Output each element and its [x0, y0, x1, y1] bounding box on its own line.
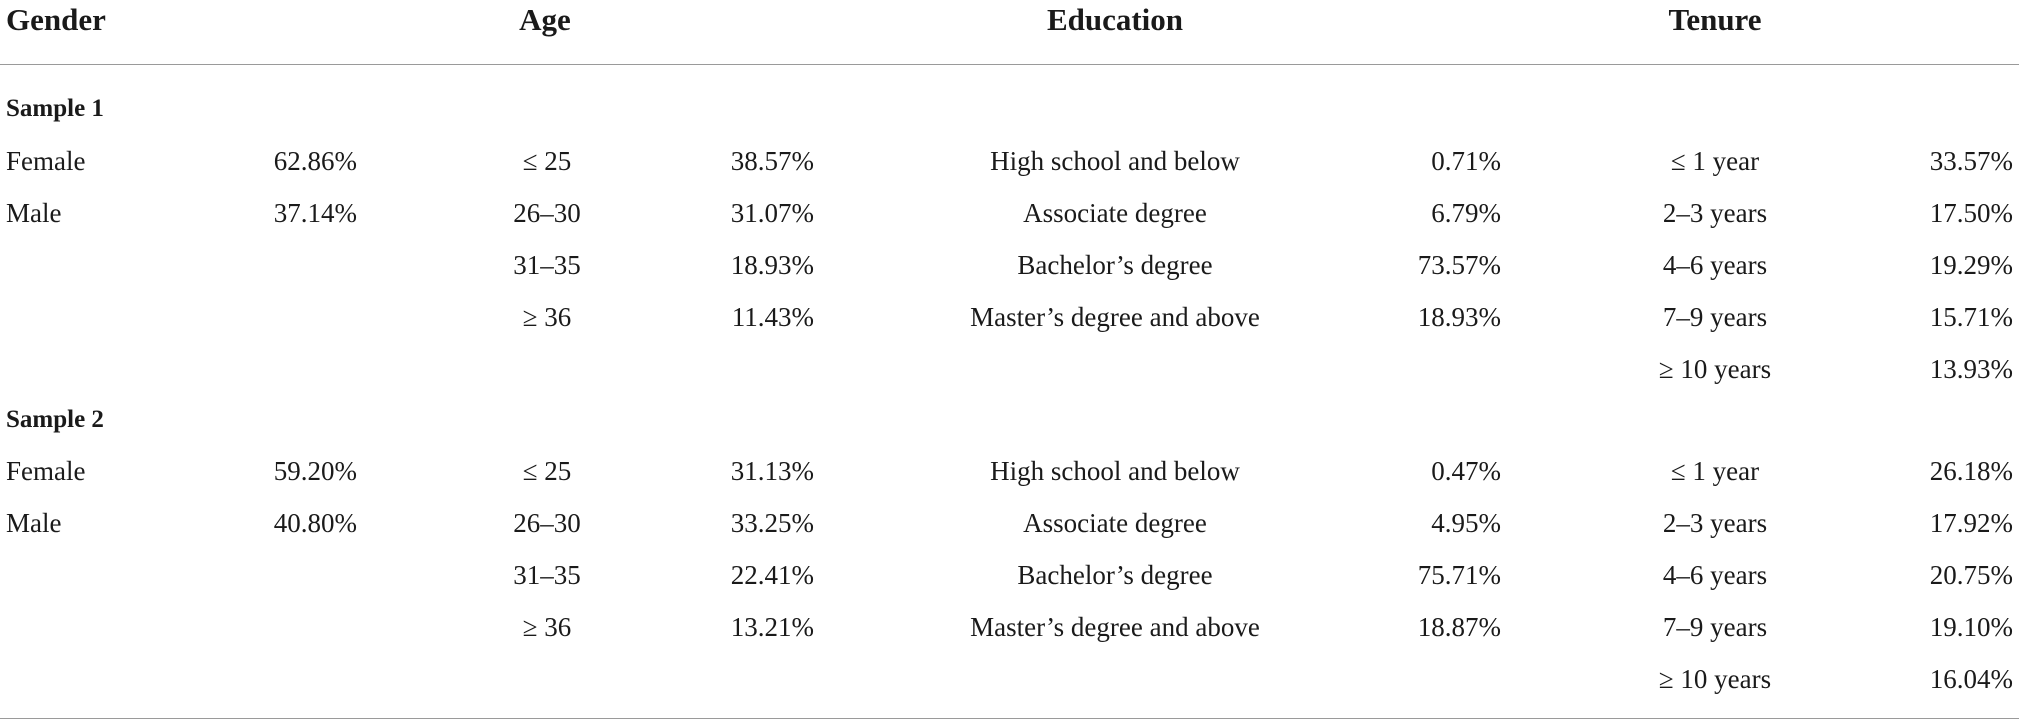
age-value: 18.93% [730, 250, 814, 280]
tenure-value: 19.29% [1929, 250, 2013, 280]
gender-value: 59.20% [273, 456, 357, 486]
table-row [0, 555, 2019, 595]
age-label: 31–35 [513, 250, 581, 280]
education-value: 18.87% [1417, 612, 1501, 642]
age-label: ≤ 25 [522, 146, 572, 176]
gender-value: 37.14% [273, 198, 357, 228]
tenure-label: 4–6 years [1662, 560, 1768, 590]
age-label: ≥ 36 [522, 302, 572, 332]
tenure-label: 2–3 years [1662, 508, 1768, 538]
education-label: Bachelor’s degree [1017, 250, 1213, 280]
tenure-value: 20.75% [1929, 560, 2013, 590]
education-value: 75.71% [1417, 560, 1501, 590]
gender-value: 40.80% [273, 508, 357, 538]
education-value: 18.93% [1417, 302, 1501, 332]
header-education: Education [1046, 2, 1184, 37]
education-label: Associate degree [1023, 198, 1207, 228]
tenure-value: 33.57% [1929, 146, 2013, 176]
education-label: Associate degree [1023, 508, 1207, 538]
age-label: 26–30 [513, 198, 581, 228]
education-value: 0.71% [1431, 146, 1501, 176]
table-row [0, 349, 2019, 389]
tenure-label: 7–9 years [1662, 612, 1768, 642]
age-value: 31.07% [730, 198, 814, 228]
education-label: High school and below [990, 456, 1240, 486]
age-value: 33.25% [730, 508, 814, 538]
header-age: Age [519, 2, 571, 37]
age-value: 13.21% [730, 612, 814, 642]
table-row [0, 141, 2019, 181]
age-value: 11.43% [731, 302, 814, 332]
header-row [0, 0, 2019, 40]
age-value: 38.57% [730, 146, 814, 176]
education-value: 4.95% [1431, 508, 1501, 538]
table-row [0, 245, 2019, 285]
age-label: 31–35 [513, 560, 581, 590]
section-title-sample-2 [0, 400, 2019, 440]
table-row [0, 607, 2019, 647]
header-tenure: Tenure [1668, 2, 1762, 37]
education-label: Bachelor’s degree [1017, 560, 1213, 590]
gender-value: 62.86% [273, 146, 357, 176]
tenure-label: ≥ 10 years [1658, 664, 1772, 694]
tenure-value: 15.71% [1929, 302, 2013, 332]
education-label: Master’s degree and above [970, 302, 1260, 332]
header-gender: Gender [6, 2, 106, 37]
table-row [0, 193, 2019, 233]
section-title: Sample 2 [6, 406, 104, 433]
gender-label: Male [6, 508, 62, 538]
education-value: 73.57% [1417, 250, 1501, 280]
tenure-value: 26.18% [1929, 456, 2013, 486]
header-rule [0, 64, 2019, 65]
tenure-label: 7–9 years [1662, 302, 1768, 332]
age-value: 31.13% [730, 456, 814, 486]
tenure-value: 16.04% [1929, 664, 2013, 694]
section-title: Sample 1 [6, 95, 104, 122]
table-row [0, 451, 2019, 491]
gender-label: Female [6, 146, 86, 176]
table-row [0, 297, 2019, 337]
tenure-label: ≤ 1 year [1670, 456, 1760, 486]
gender-label: Male [6, 198, 62, 228]
gender-label: Female [6, 456, 86, 486]
tenure-value: 13.93% [1929, 354, 2013, 384]
bottom-rule [0, 718, 2019, 719]
age-label: ≥ 36 [522, 612, 572, 642]
table-row [0, 503, 2019, 543]
education-label: Master’s degree and above [970, 612, 1260, 642]
tenure-value: 17.50% [1929, 198, 2013, 228]
tenure-label: ≤ 1 year [1670, 146, 1760, 176]
age-value: 22.41% [730, 560, 814, 590]
table-row [0, 659, 2019, 699]
education-value: 6.79% [1431, 198, 1501, 228]
education-label: High school and below [990, 146, 1240, 176]
age-label: ≤ 25 [522, 456, 572, 486]
tenure-label: ≥ 10 years [1658, 354, 1772, 384]
section-title-sample-1 [0, 89, 2019, 129]
tenure-value: 19.10% [1929, 612, 2013, 642]
tenure-label: 4–6 years [1662, 250, 1768, 280]
tenure-label: 2–3 years [1662, 198, 1768, 228]
education-value: 0.47% [1431, 456, 1501, 486]
age-label: 26–30 [513, 508, 581, 538]
tenure-value: 17.92% [1929, 508, 2013, 538]
